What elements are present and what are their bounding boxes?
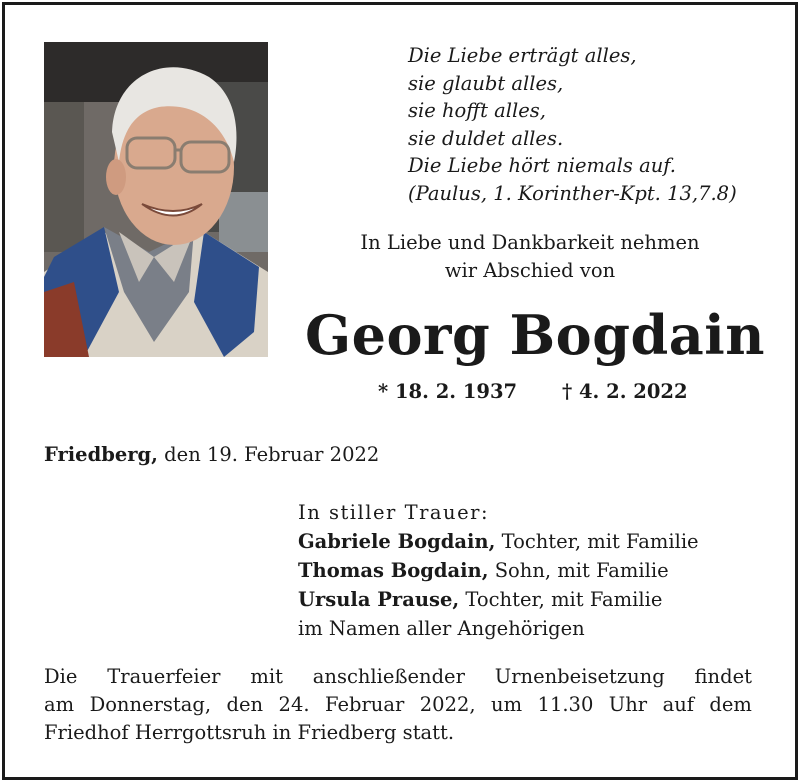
word: 2022, [419, 693, 476, 716]
verse-citation: (Paulus, 1. Korinther-Kpt. 13,7.8) [408, 181, 737, 205]
mourner-relation: Sohn, mit Familie [494, 559, 669, 582]
verse-line: Die Liebe hört niemals auf. [408, 154, 677, 177]
intro-line: wir Abschied von [444, 259, 616, 282]
mourners-block [298, 498, 699, 643]
word: dem [709, 693, 752, 716]
mourner-line [298, 556, 699, 585]
funeral-line-2 [44, 691, 752, 719]
word: um [491, 693, 523, 716]
mourner-line [298, 585, 699, 614]
mourner-relation: Tochter, mit Familie [465, 588, 663, 611]
mourner-name: Gabriele Bogdain, [298, 530, 496, 553]
word: den [226, 693, 264, 716]
funeral-line-3: Friedhof Herrgottsruh in Friedberg statt. [44, 721, 455, 744]
word: 24. [278, 693, 310, 716]
death-date: † 4. 2. 2022 [562, 380, 688, 403]
word: Trauerfeier [107, 665, 221, 688]
mourner-relation: Tochter, mit Familie [501, 530, 699, 553]
verse-line: sie glaubt alles, [408, 71, 564, 95]
verse-line: sie duldet alles. [408, 126, 564, 150]
deceased-name: Georg Bogdain [305, 303, 765, 367]
word: Die [44, 665, 78, 688]
mourners-closing: im Namen aller Angehörigen [298, 617, 585, 640]
mourners-heading: In stiller Trauer: [298, 501, 490, 524]
word: 11.30 [537, 693, 594, 716]
funeral-details [44, 663, 752, 747]
verse-line: Die Liebe erträgt alles, [408, 44, 637, 67]
mourner-name: Ursula Prause, [298, 588, 460, 611]
word: findet [694, 665, 752, 688]
bible-verse [408, 42, 778, 207]
word: Uhr [608, 693, 648, 716]
intro-line: In Liebe und Dankbarkeit nehmen [360, 231, 700, 254]
word: auf [662, 693, 694, 716]
place-date [44, 443, 379, 466]
portrait-photo [44, 42, 268, 357]
verse-line: sie hofft alles, [408, 99, 546, 122]
mourner-line [298, 527, 699, 556]
word: Donnerstag, [89, 693, 212, 716]
word: Urnenbeisetzung [494, 665, 665, 688]
date: den 19. Februar 2022 [164, 443, 380, 466]
funeral-line-1 [44, 663, 752, 691]
word: am [44, 693, 75, 716]
word: Februar [325, 693, 405, 716]
word: anschließender [312, 665, 465, 688]
mourner-name: Thomas Bogdain, [298, 559, 489, 582]
place: Friedberg, [44, 443, 158, 466]
birth-date: * 18. 2. 1937 [378, 380, 518, 403]
word: mit [250, 665, 283, 688]
